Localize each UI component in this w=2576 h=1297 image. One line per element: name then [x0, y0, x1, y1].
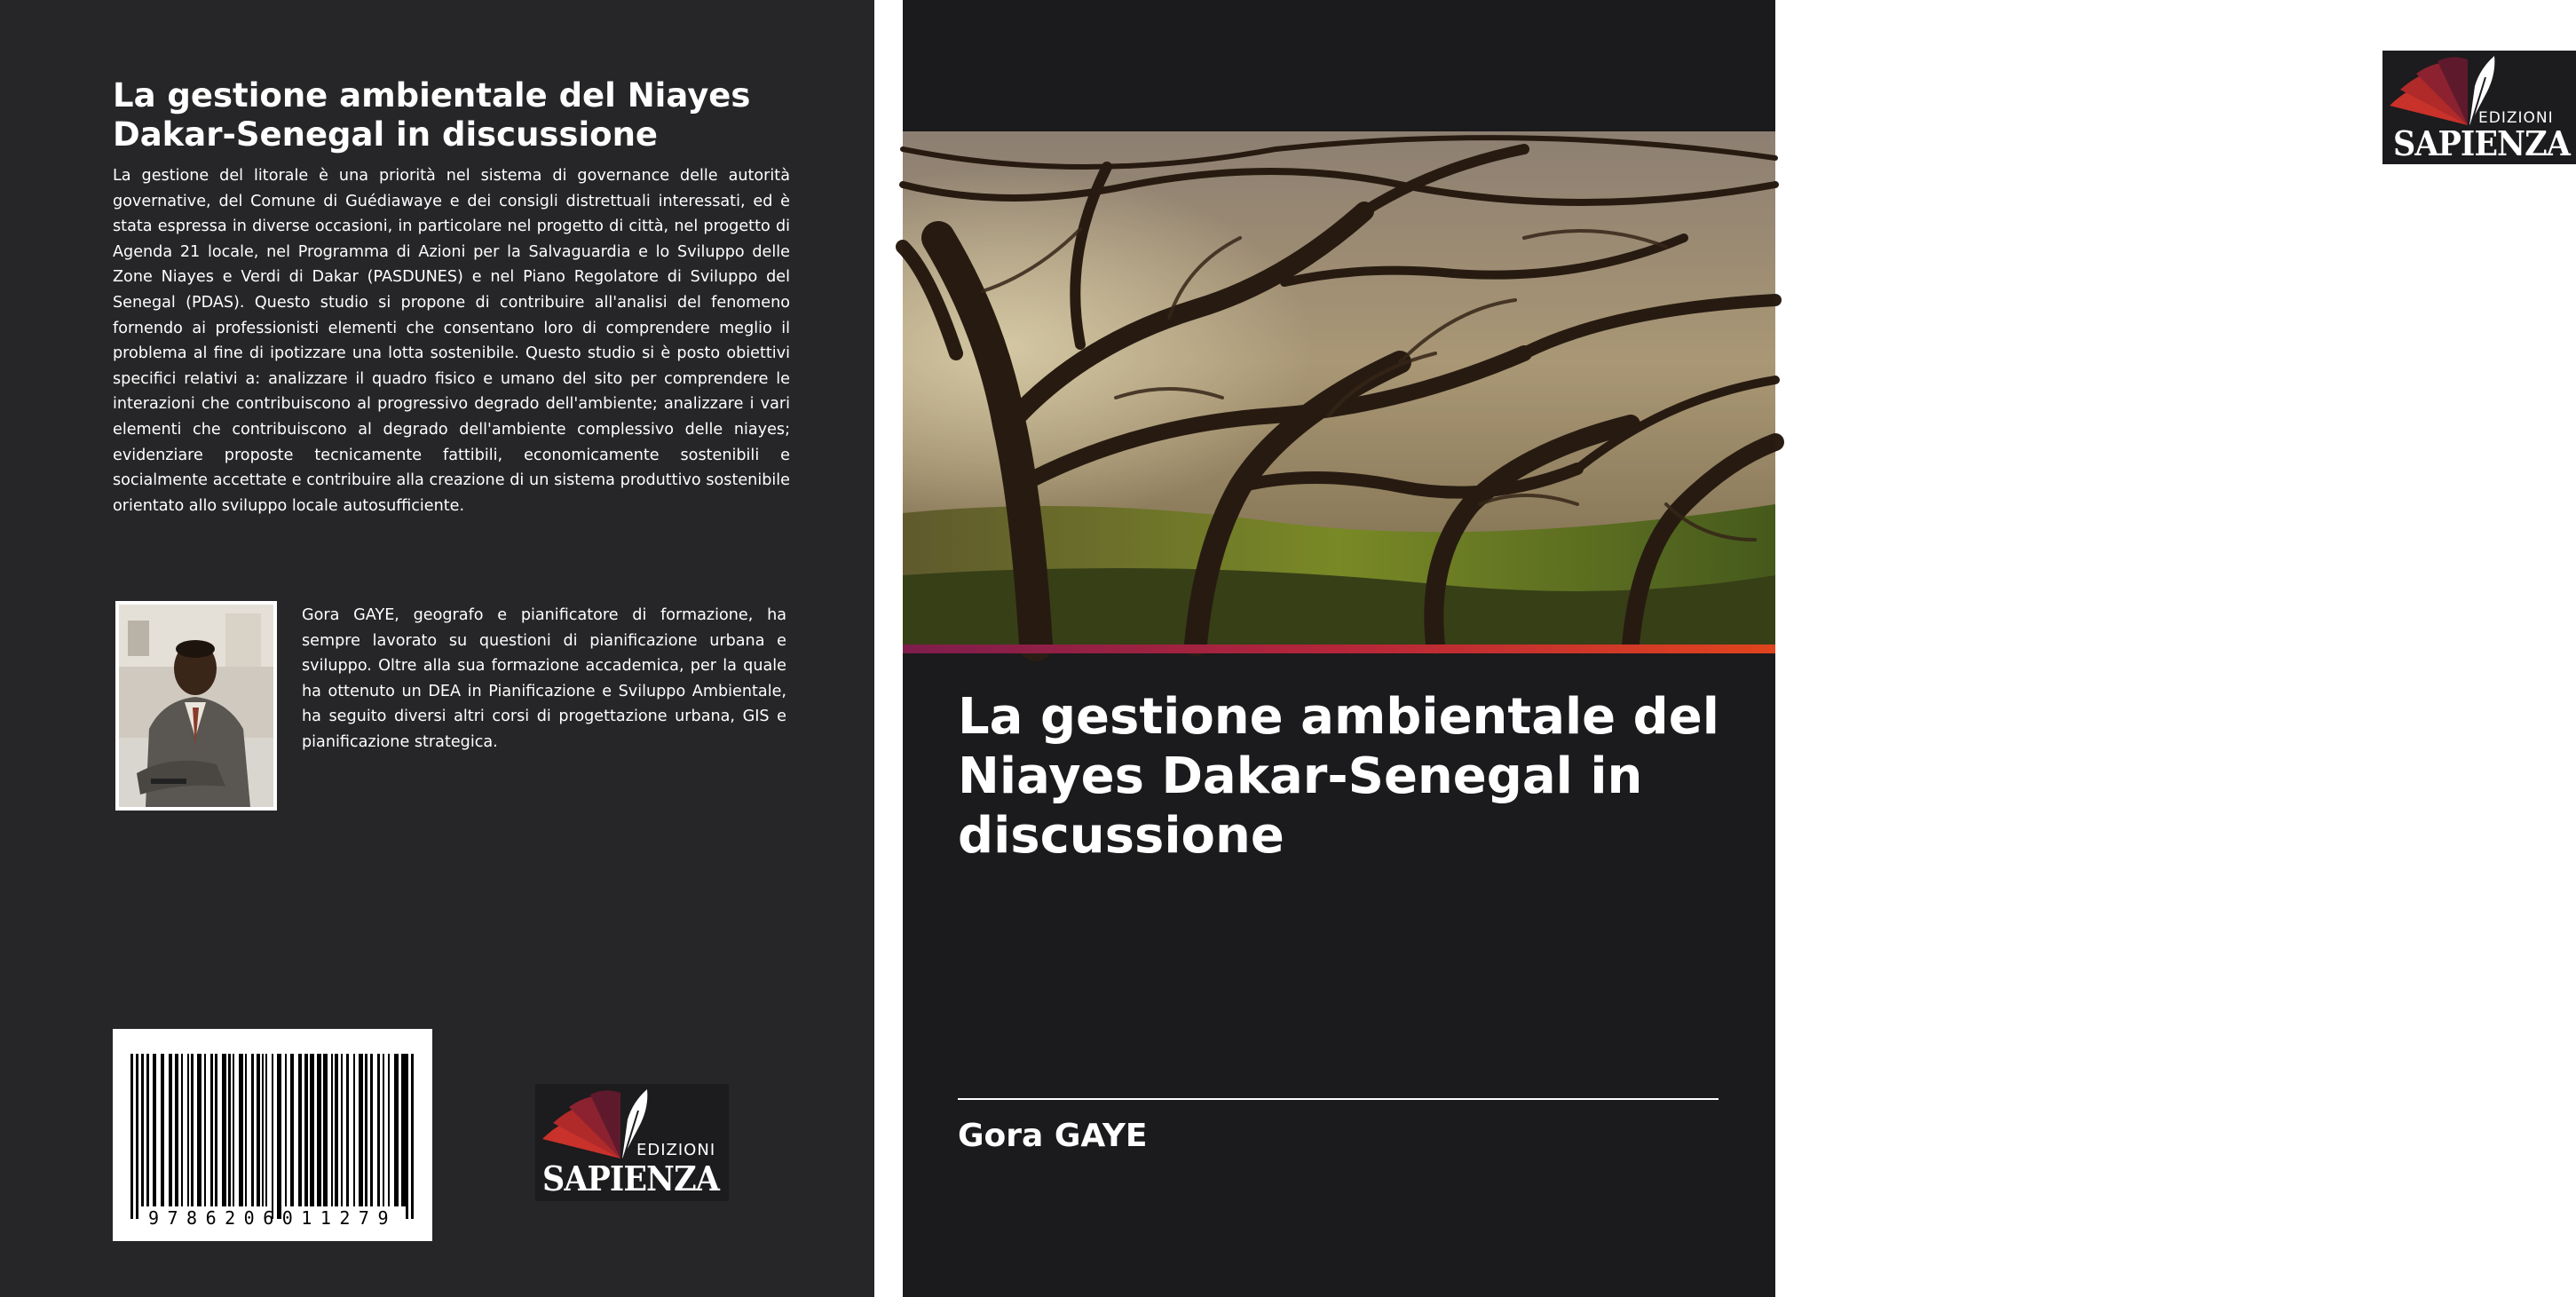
barcode-bar: [181, 1054, 183, 1206]
barcode-bar: [285, 1054, 287, 1206]
barcode-bar: [377, 1054, 380, 1206]
barcode-bar: [304, 1054, 308, 1206]
publisher-edizioni: EDIZIONI: [2478, 109, 2554, 127]
barcode-bar: [406, 1054, 408, 1219]
isbn-barcode: [113, 1029, 432, 1241]
barcode-bar: [257, 1054, 260, 1206]
barcode-bar: [317, 1054, 321, 1206]
barcode-bar: [251, 1054, 254, 1206]
barcode-bar: [161, 1054, 164, 1206]
barcode-bar: [335, 1054, 338, 1206]
barcode-bar: [215, 1054, 217, 1206]
barcode-bar: [394, 1054, 399, 1206]
barcode-bar: [169, 1054, 172, 1206]
barcode-bar: [153, 1054, 156, 1206]
forest-canopy-image: [903, 131, 1775, 645]
barcode-bar: [323, 1054, 328, 1206]
barcode-bar: [175, 1054, 178, 1206]
barcode-bar: [222, 1054, 226, 1206]
barcode-bar: [197, 1054, 201, 1206]
front-cover-author: Gora GAYE: [958, 1118, 1148, 1154]
barcode-bar: [388, 1054, 390, 1206]
barcode-bar: [233, 1054, 234, 1206]
barcode-bar: [239, 1054, 243, 1206]
front-cover: [903, 0, 2570, 1297]
barcode-bar: [141, 1054, 144, 1206]
cover-photo-trees: [903, 131, 1775, 645]
barcode-bar: [130, 1054, 133, 1219]
barcode-bar: [272, 1054, 273, 1219]
author-photo: [115, 601, 277, 811]
back-cover: [0, 0, 874, 1297]
author-portrait-image: [119, 605, 273, 807]
barcode-bar: [245, 1054, 247, 1206]
barcode-bar: [210, 1054, 213, 1206]
barcode-bar: [191, 1054, 194, 1206]
barcode-bar: [187, 1054, 189, 1206]
barcode-bar: [277, 1054, 281, 1219]
publisher-logo-back: [535, 1084, 729, 1201]
barcode-bar: [262, 1054, 264, 1206]
barcode-digits: 9786206011279: [147, 1207, 398, 1229]
front-cover-title: La gestione ambientale del Niayes Dakar-Senegal in discussione: [958, 688, 1719, 865]
barcode-bar: [290, 1054, 294, 1206]
cover-accent-bar: [903, 645, 1775, 653]
barcode-bar: [136, 1054, 138, 1219]
barcode-bar: [331, 1054, 333, 1206]
barcode-bar: [346, 1054, 349, 1206]
spine-gap: [874, 0, 903, 1297]
publisher-edizioni: EDIZIONI: [636, 1141, 716, 1159]
barcode-bar: [265, 1054, 267, 1206]
barcode-bar: [365, 1054, 367, 1206]
barcode-bar: [341, 1054, 343, 1206]
barcode-bar: [298, 1054, 302, 1206]
author-bio: Gora GAYE, geografo e pianificatore di formazione, ha sempre lavorato su questioni di pianificazione urbana e sviluppo. Oltre alla sua formazione accademica, per la quale ha ottenuto un DEA in Pianificazione e Sviluppo Ambientale, ha seguito diversi altri corsi di progettazione urbana, GIS e pianificazione strategica.: [302, 606, 786, 751]
back-cover-title: La gestione ambientale del Niayes Dakar-Senegal in discussione: [113, 76, 751, 154]
barcode-bar: [310, 1054, 314, 1206]
barcode-bar: [204, 1054, 206, 1206]
barcode-bar: [411, 1054, 414, 1219]
barcode-bar: [383, 1054, 384, 1206]
barcode-bar: [370, 1054, 373, 1206]
publisher-name: SAPIENZA: [542, 1159, 719, 1198]
author-divider: [958, 1098, 1719, 1100]
barcode-bar: [228, 1054, 231, 1206]
publisher-logo-front: [2382, 51, 2576, 164]
back-cover-summary: La gestione del litorale è una priorità nel sistema di governance delle autorità governative, del Comune di Guédiawaye e dei consigli distrettuali interessati, ed è stata espressa in diverse occasioni, in particolare nel progetto di città, nel progetto di Agenda 21 locale, nel Programma di Azioni per la Salvaguardia e lo Sviluppo delle Zone Niayes e Verdi di Dakar (PASDUNES) e nel Piano Regolatore di Sviluppo del Senegal (PDAS). Questo studio si propone di contribuire all'analisi del fenomeno fornendo ai professionisti elementi che consentano loro di comprendere meglio il problema al fine di ipotizzare una lotta sostenibile. Questo studio si è posto obiettivi specifici relativi a: analizzare il quadro fisico e umano del sito per comprendere le interazioni che contribuiscono al progressivo degrado dell'ambiente; analizzare i vari elementi che contribuiscono al degrado dell'ambiente complessivo delle niayes; evidenziare proposte tecnicamente fattibili, economicamente sostenibili e socialmente accettate e contribuire alla creazione di un sistema produttivo sostenibile orientato allo sviluppo locale autosufficiente.: [113, 167, 790, 515]
barcode-bar: [353, 1054, 355, 1206]
publisher-name: SAPIENZA: [2393, 123, 2570, 163]
barcode-bar: [146, 1054, 149, 1206]
barcode-bar: [401, 1054, 406, 1206]
barcode-bar: [359, 1054, 363, 1206]
